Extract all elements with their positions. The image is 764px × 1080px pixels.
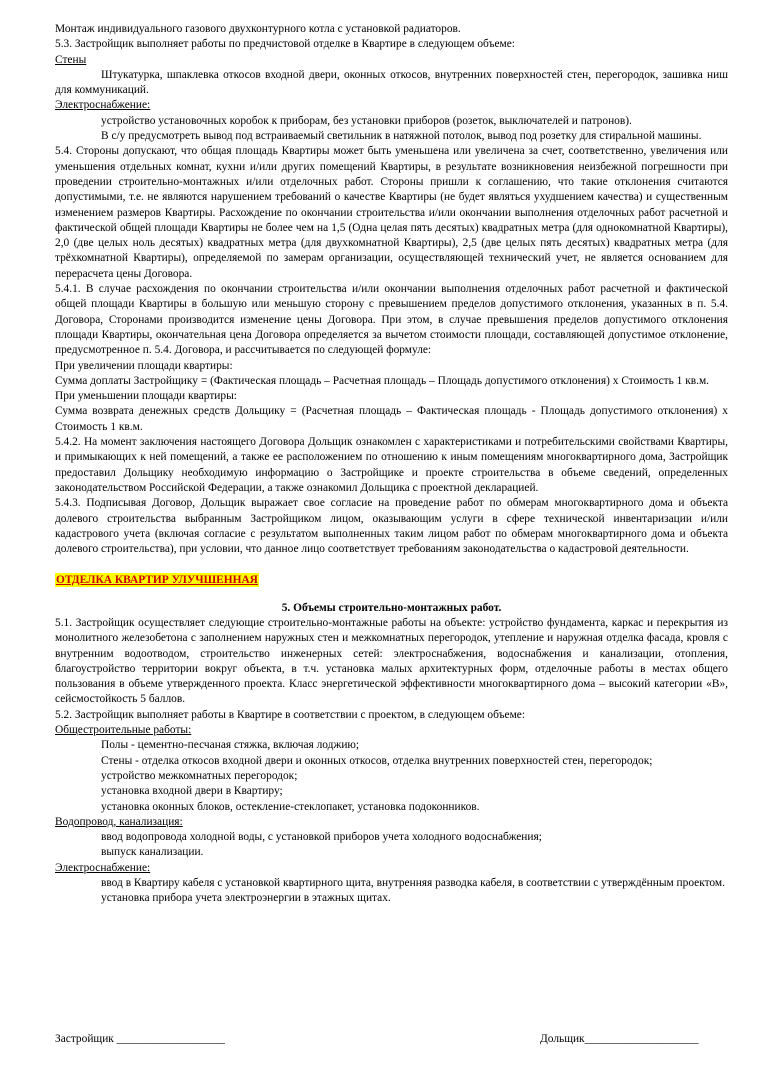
section-5-heading: 5. Объемы строительно-монтажных работ. (281, 601, 502, 614)
highlight-row (55, 573, 728, 588)
electricity-2-label: Электроснабжение: (55, 861, 151, 874)
water-label: Водопровод, канализация: (55, 815, 183, 828)
clause-5-4-3: 5.4.3. Подписывая Договор, Дольщик выражает свое согласие на проведение работ по обмерам многоквартирного дома и объекта долевого строительства выбранным Застройщиком лицом, оказывающим услуги в сфере технической инвентаризации и/или кадастрового учета (включая согласие с результатом выполненных таким лицом работ по обмерам многоквартирного дома и объекта долевого строительства), при условии, что данное лицо соответствует требованиям законодательства о кадастровой деятельности. (55, 497, 728, 556)
general-item: устройство межкомнатных перегородок; (101, 769, 298, 782)
clause-5-2: 5.2. Застройщик выполняет работы в Квартире в соответствии с проектом, в следующем объеме: (55, 708, 526, 721)
electricity-2-item: ввод в Квартиру кабеля с установкой квартирного щита, внутренняя разводка кабеля, в соответствии с утверждённым проектом. (101, 877, 725, 890)
electricity-label: Электроснабжение: (55, 99, 151, 112)
general-item: Стены - отделка откосов входной двери и оконных откосов, отделка внутренних поверхностей стен, перегородок; (101, 754, 653, 767)
developer-signature: Застройщик ___________________ (55, 1033, 225, 1045)
general-works-label: Общестроительные работы: (55, 724, 192, 737)
water-item: ввод водопровода холодной воды, с установкой приборов учета холодного водоснабжения; (101, 831, 542, 844)
spacer (55, 589, 728, 601)
water-item: выпуск канализации. (101, 846, 204, 859)
boiler-line: Монтаж индивидуального газового двухконтурного котла с установкой радиаторов. (55, 23, 461, 35)
shareholder-signature: Дольщик____________________ (540, 1033, 699, 1045)
decrease-formula: Сумма возврата денежных средств Дольщику = (Расчетная площадь – Фактическая площадь - Площадь допустимого отклонения) х Стоимость 1 кв.м. (55, 405, 728, 433)
general-item: установка входной двери в Квартиру; (101, 785, 283, 798)
clause-5-4: 5.4. Стороны допускают, что общая площадь Квартиры может быть уменьшена или увеличена за счет, соответственно, увеличения или уменьшения отдельных комнат, кухни и/или других помещений Квартиры, в результате возникновения неизбежной погрешности при проведении строительно-монтажных и/или отделочных работ. Стороны пришли к соглашению, что такие отклонения считаются допустимыми, т.е. не являются нарушением требований о качестве Квартиры (не будет являться ухудшением качества) и существенным изменением размеров Квартиры. Расхождение по окончании строительства и/или окончании выполнения отделочных работ расчетной и фактической общей площади Квартиры не более чем на 1,5 (Одна целая пять десятых) квадратных метра (для однокомнатной Квартиры), 2,0 (две целых ноль десятых) квадратных метра (для двухкомнатной Квартиры), 2,5 (две целых пять десятых) квадратных метра (для трёхкомнатной Квартиры), определяемой по замерам организации, осуществляющей технический учет, не является основанием для перерасчета цены Договора. (55, 145, 728, 280)
electricity-2-item: установка прибора учета электроэнергии в этажных щитах. (101, 892, 391, 905)
clause-5-4-2: 5.4.2. На момент заключения настоящего Договора Дольщик ознакомлен с характеристиками и потребительскими свойствами Квартиры, и примыкающих к ней помещений, а также ее расположением по отношению к иным помещениям многоквартирного дома, Застройщик предоставил Дольщику необходимую информацию о Застройщике и проекте строительства в объеме сведений, определенных законодательством Российской Федерации, а также ознакомил Дольщика с проектной декларацией. (55, 436, 728, 494)
increase-formula: Сумма доплаты Застройщику = (Фактическая площадь – Расчетная площадь – Площадь допустимого отклонения) х Стоимость 1 кв.м. (55, 374, 710, 387)
increase-label: При увеличении площади квартиры: (55, 359, 233, 372)
electricity-text-1: устройство установочных коробок к приборам, без установки приборов (розеток, выключателей и патронов). (101, 114, 632, 127)
walls-label: Стены (55, 53, 87, 66)
document-page (55, 22, 728, 907)
spacer (55, 557, 728, 573)
general-item: Полы - цементно-песчаная стяжка, включая лоджию; (101, 739, 360, 752)
electricity-text-2: В с/у предусмотреть вывод под встраиваемый светильник в натяжной потолок, вывод под розетку для стиральной машины. (101, 130, 702, 143)
clause-5-1: 5.1. Застройщик осуществляет следующие строительно-монтажные работы на объекте: устройство фундамента, каркас и перекрытия из монолитного железобетона с заполнением наружных стен и межкомнатных перегородок, утепление и наружная отделка фасада, кровля с внутренним водоотводом, строительство инженерных сетей: электроснабжения, водоснабжения и канализации, отопления, благоустройство территории вокруг объекта, в т.ч. установка малых архитектурных форм, отделочные работы в местах общего пользования в объеме утвержденного проекта. Класс энергетической эффективности многоквартирного дома – высокий категории «В», сейсмостойкость 5 баллов. (55, 616, 728, 706)
decrease-label: При уменьшении площади квартиры: (55, 390, 237, 403)
clause-5-3: 5.3. Застройщик выполняет работы по предчистовой отделке в Квартире в следующем объеме: (55, 38, 515, 51)
clause-5-4-1: 5.4.1. В случае расхождения по окончании строительства и/или окончании выполнения отделочных работ расчетной и фактической общей площади Квартиры в большую или меньшую сторону с превышением пределов допустимого отклонения, указанных в п. 5.4. Договора, Сторонами производится изменение цены Договора. При этом, в случае превышения пределов допустимого отклонения площади Квартиры, окончательная цена Договора определяется за вычетом стоимости площади, составляющей допустимое отклонение, предусмотренное п. 5.4. Договора, и рассчитывается по следующей формуле: (55, 283, 728, 357)
walls-text: Штукатурка, шпаклевка откосов входной двери, оконных откосов, внутренних поверхностей стен, перегородок, зашивка ниш для коммуникаций. (55, 68, 728, 97)
improved-finishing-highlight: ОТДЕЛКА КВАРТИР УЛУЧШЕННАЯ (56, 574, 258, 587)
general-item: установка оконных блоков, остекление-стеклопакет, установка подоконников. (101, 800, 480, 813)
